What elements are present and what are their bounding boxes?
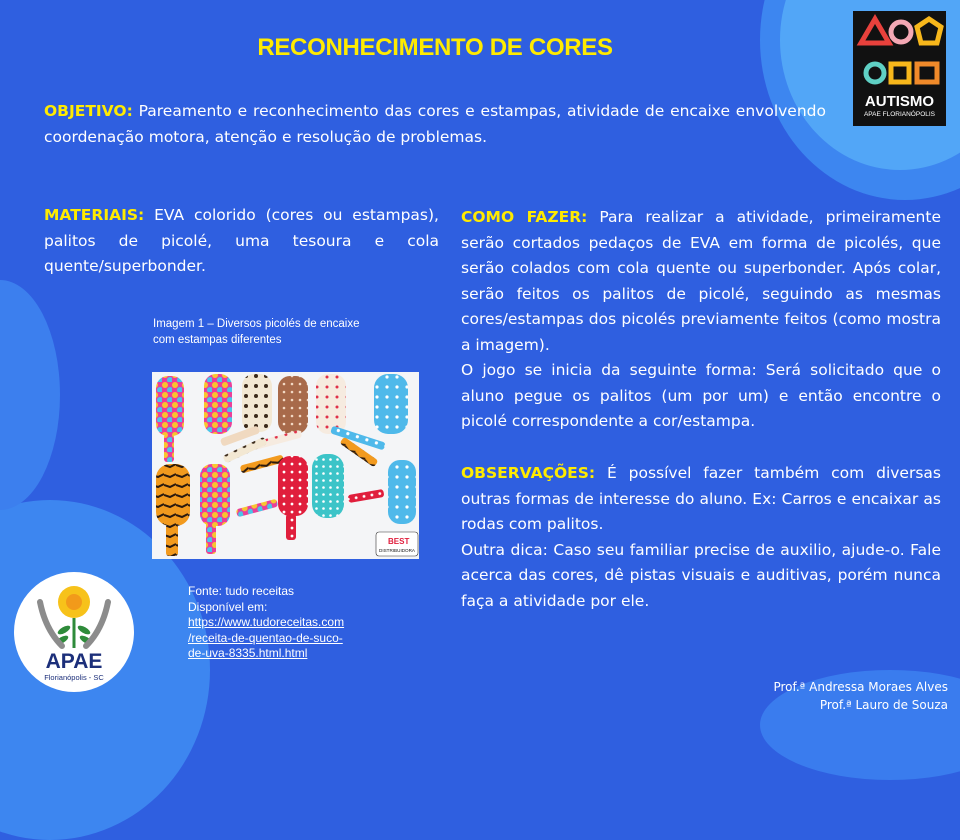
como-fazer-paragraph-1	[461, 205, 941, 358]
image-caption-line-2: com estampas diferentes	[153, 334, 282, 346]
como-fazer-section	[461, 205, 941, 435]
source-link-part-2[interactable]: /receita-de-quentao-de-suco-	[188, 630, 343, 645]
autismo-shapes-icon	[853, 11, 946, 91]
apae-logo	[14, 572, 134, 692]
image-caption	[153, 316, 423, 348]
observacoes-paragraph-1	[461, 461, 941, 538]
popsicle-photo	[152, 372, 419, 559]
source-link-part-1[interactable]: https://www.tudoreceitas.com	[188, 615, 345, 629]
apae-logo-subtext: Florianópolis - SC	[44, 673, 104, 682]
observacoes-text-1: É possível fazer também com diversas outras formas de interesse do aluno. Ex: Carros e encaixar as rodas com palitos.	[461, 464, 941, 533]
como-fazer-label: COMO FAZER:	[461, 208, 588, 226]
materiais-label: MATERIAIS:	[44, 206, 145, 224]
autismo-logo-subtext: APAE FLORIANÓPOLIS	[863, 111, 936, 118]
observacoes-label: OBSERVAÇÕES:	[461, 464, 596, 482]
materiais-section	[44, 203, 439, 280]
apae-flower-hands-icon	[14, 572, 134, 652]
page-title: RECONHECIMENTO DE CORES	[257, 34, 613, 61]
objetivo-text: Pareamento e reconhecimento das cores e estampas, atividade de encaixe envolvendo coordenação motora, atenção e resolução de problemas.	[44, 102, 826, 146]
source-citation	[188, 584, 388, 662]
autismo-logo-text: AUTISMO	[864, 93, 935, 110]
observacoes-section	[461, 461, 941, 614]
objetivo-label: OBJETIVO:	[44, 102, 133, 120]
materiais-text: EVA colorido (cores ou estampas), palitos de picolé, uma tesoura e cola quente/superbonder.	[44, 206, 439, 275]
source-link-part-3[interactable]: de-uva-8335.html.html	[188, 646, 308, 660]
autismo-logo	[853, 11, 946, 126]
background-blob-left	[0, 280, 60, 510]
photo-badge-distribuidora: DISTRIBUIDORA	[379, 548, 415, 553]
apae-logo-text: APAE	[45, 650, 103, 673]
credits	[773, 678, 948, 714]
photo-badge-best: BEST	[388, 537, 410, 546]
como-fazer-text-2: O jogo se inicia da seguinte forma: Será solicitado que o aluno pegue os palitos (um por um) e então encontre o picolé correspondente a cor/estampa.	[461, 361, 941, 430]
image-caption-line-1: Imagem 1 – Diversos picolés de encaixe	[153, 318, 360, 330]
observacoes-text-2: Outra dica: Caso seu familiar precise de auxilio, ajude-o. Fale acerca das cores, dê pistas visuais e auditivas, porém nunca faça a atividade por ele.	[461, 540, 941, 610]
source-line-1: Fonte: tudo receitas	[188, 584, 295, 598]
como-fazer-text-1: Para realizar a atividade, primeiramente serão cortados pedaços de EVA em forma de picolés, que serão colados com cola quente ou superbonder. Após colar, serão feitos os palitos de picolé, seguindo as mesmas cores/estampas dos picolés previamente feitos (como mostra a imagem).	[461, 208, 941, 354]
objetivo-section	[44, 99, 826, 150]
credit-line-2: Prof.ª Lauro de Souza	[819, 698, 948, 712]
credit-line-1: Prof.ª Andressa Moraes Alves	[773, 680, 948, 694]
popsicle-photo-illustration	[152, 372, 419, 559]
source-line-2: Disponível em:	[188, 599, 268, 614]
